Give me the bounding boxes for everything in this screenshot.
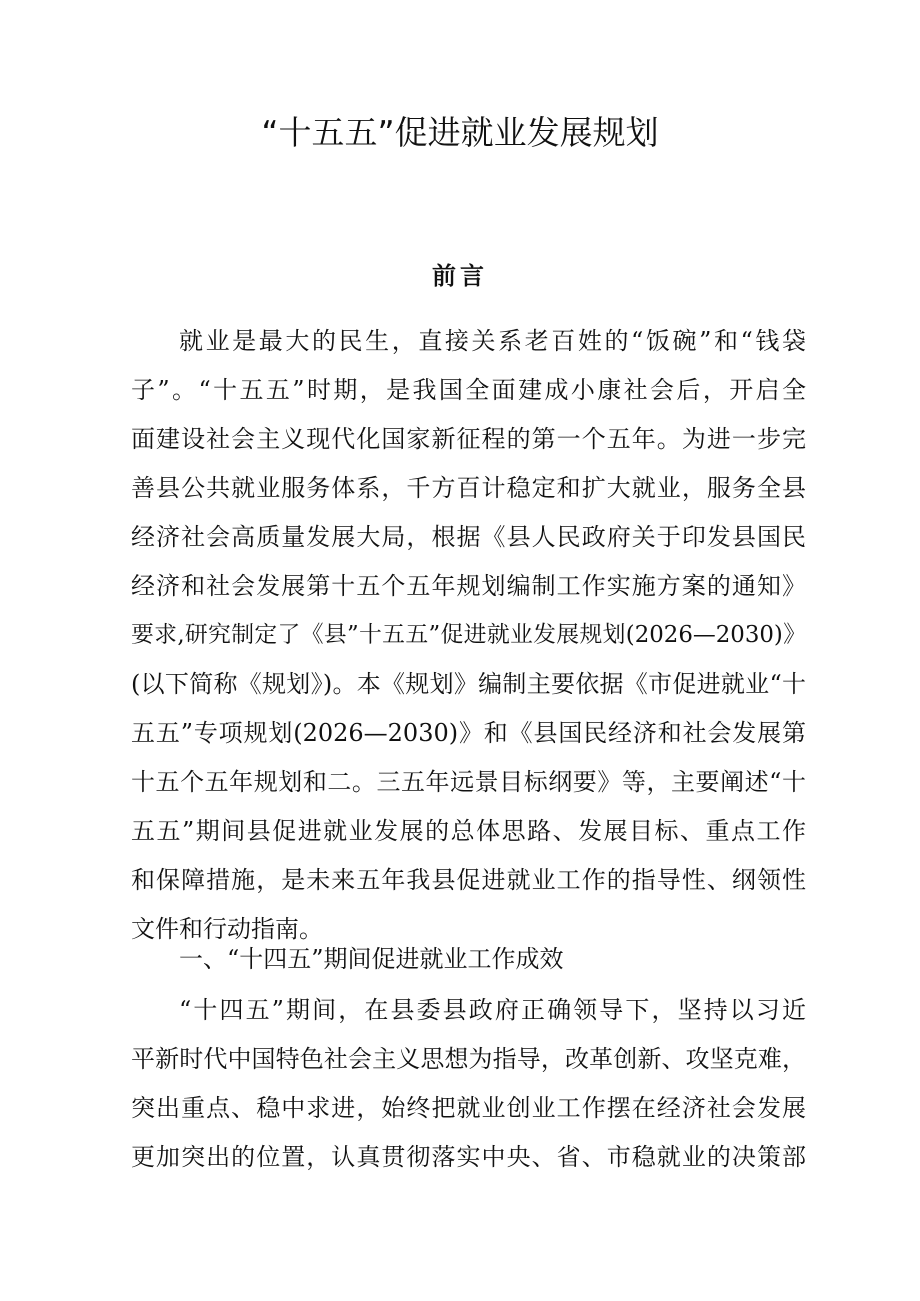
paragraph-line: (以下简称《规划》)。本《规划》编制主要依据《市促进就业“十 [131,670,806,698]
preface-heading: 前言 [432,261,488,290]
paragraph-line: 文件和行动指南。 [131,915,323,943]
paragraph-line: 面建设社会主义现代化国家新征程的第一个五年。为进一步完 [131,425,806,453]
paragraph-line: 更加突出的位置，认真贯彻落实中央、省、市稳就业的决策部 [131,1143,806,1171]
document-title: “十五五”促进就业发展规划 [261,113,659,152]
paragraph-line: 子”。“十五五”时期，是我国全面建成小康社会后，开启全 [131,376,806,404]
paragraph-line: 经济和社会发展第十五个五年规划编制工作实施方案的通知》 [131,572,806,600]
paragraph-line: 要求,研究制定了《县”十五五”促进就业发展规划(2026—2030)》 [131,622,806,648]
section-one-paragraph [131,986,806,1182]
paragraph-line: 五五”期间县促进就业发展的总体思路、发展目标、重点工作 [131,817,806,845]
paragraph-line: 十五个五年规划和二。三五年远景目标纲要》等，主要阐述“十 [131,768,806,796]
paragraph-line: 善县公共就业服务体系，千方百计稳定和扩大就业，服务全县 [131,474,806,502]
section-one [131,935,806,984]
paragraph-line: 就业是最大的民生，直接关系老百姓的“饭碗”和“钱袋 [179,327,806,355]
paragraph-line: “十四五”期间，在县委县政府正确领导下，坚持以习近 [179,996,806,1024]
paragraph-line: 经济社会高质量发展大局，根据《县人民政府关于印发县国民 [131,523,806,551]
paragraph-line: 五五”专项规划(2026—2030)》和《县国民经济和社会发展第 [131,719,806,747]
preface-paragraph [131,317,806,954]
paragraph-line: 平新时代中国特色社会主义思想为指导，改革创新、攻坚克难， [131,1045,806,1073]
paragraph-line: 和保障措施，是未来五年我县促进就业工作的指导性、纲领性 [131,866,806,894]
paragraph-line: 突出重点、稳中求进，始终把就业创业工作摆在经济社会发展 [131,1094,806,1122]
section-heading: 一、“十四五”期间促进就业工作成效 [179,945,564,973]
